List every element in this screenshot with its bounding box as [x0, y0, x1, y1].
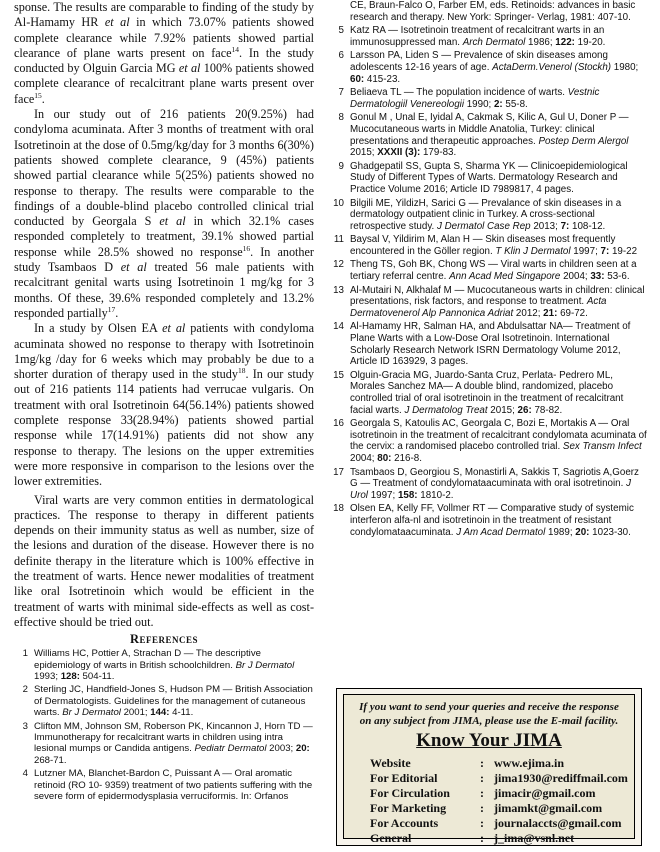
text-run: Al-Hamamy HR, Salman HA, and Abdulsattar NA— Treatment of Plane Warts with a Low-Dose Oral Isotretinoin. International Scholarly Research Network ISRN Dermatology Volume 2012, Article ID 163929, 3 pages.	[350, 321, 631, 368]
contact-row	[344, 771, 634, 786]
text-run: 2:	[493, 98, 503, 110]
contact-row	[344, 816, 634, 831]
text-run: 60:	[350, 73, 365, 85]
know-your-jima-box	[336, 688, 642, 846]
text-run: patients with condyloma acuminata showed no response to therapy with Isotretinoin 1mg/kg /day for 6 weeks which may probably be due to a shorter duration of therapy used in the study	[14, 321, 315, 382]
text-run: 1989;	[545, 526, 576, 538]
text-run: 19-22	[609, 245, 638, 257]
reference-number: 4	[22, 768, 28, 780]
text-run: . In the study conducted by Olguin Garcia MG	[14, 45, 315, 76]
text-run: Lutzner MA, Blanchet-Bardon C, Puissant A — Oral aromatic retinoid (RO 10- 9359) treatment of two patients suffering with the severe form of epidermodysplasia verruciformis. In: Orfanos	[34, 768, 313, 803]
reference-number: 6	[338, 50, 344, 62]
text-run: 7:	[600, 245, 610, 257]
contact-email[interactable]: journalaccts@gmail.com	[494, 816, 622, 830]
text-run: 80:	[377, 452, 392, 464]
citation-superscript: 15	[34, 90, 42, 100]
reference-text	[350, 161, 648, 196]
reference-item	[332, 285, 648, 320]
reference-number: 15	[333, 369, 344, 381]
text-run: J Dermatol Case Rep	[436, 220, 531, 232]
reference-item	[332, 198, 648, 233]
reference-item	[332, 161, 648, 196]
text-run: 55-8.	[502, 98, 528, 110]
reference-item	[332, 25, 648, 48]
left-column	[14, 0, 314, 804]
contact-email[interactable]: jimacir@gmail.com	[494, 786, 596, 800]
text-run: Acta Dermatovenerol Alp Pannonica Adriat	[350, 296, 607, 319]
reference-item	[332, 50, 648, 85]
text-run: 108-12.	[569, 220, 606, 232]
reference-number: 10	[333, 197, 344, 209]
box-title: Know Your JIMA	[416, 730, 562, 751]
reference-text	[350, 234, 648, 257]
text-run: et al	[162, 321, 186, 336]
text-run: et al	[104, 15, 130, 30]
text-run: 21:	[543, 307, 558, 319]
contact-label: For Marketing	[370, 801, 447, 815]
reference-text	[350, 285, 648, 320]
text-run: . In another study Tsambaos D	[14, 244, 314, 275]
text-run: Br J Dermatol	[62, 707, 121, 719]
text-run: 2012;	[513, 307, 544, 319]
contact-list	[344, 756, 634, 846]
text-run: 4-11.	[169, 707, 194, 719]
text-run: 2015;	[487, 404, 518, 416]
text-run: Katz RA — Isotretinoin treatment of recalcitrant warts in an immunosuppressed man.	[350, 25, 605, 48]
contact-colon: :	[480, 756, 484, 770]
reference-text	[350, 112, 648, 158]
text-run: 1980;	[611, 61, 639, 73]
text-run: in which 73.07% patients showed complete clearance while 7.92% patients showed partial clearance of plane warts present on face	[14, 15, 314, 60]
reference-item	[14, 684, 314, 718]
text-run: 1023-30.	[589, 526, 631, 538]
references-heading: References	[129, 632, 199, 647]
promo-line-2: on any subject from JIMA, please use the E-mail facility.	[359, 715, 619, 727]
text-run: Baysal V, Yildirim M, Alan H — Skin diseases most frequently encountered in the Göller region.	[350, 234, 616, 257]
text-run: 2004;	[560, 271, 591, 283]
text-run: Olguin-Gracia MG, Juardo-Santa Cruz, Perlata- Pedrero ML, Morales Sanchez MA— A double blind, randomized, placebo controlled trial of oral isotretinoin in the treatment of recalcitrant facial warts.	[350, 369, 624, 416]
text-run: 2013;	[530, 220, 561, 232]
right-column	[332, 0, 648, 540]
reference-number: 9	[338, 160, 344, 172]
text-run: 26:	[517, 404, 532, 416]
reference-number: 16	[333, 418, 344, 430]
reference-item	[14, 648, 314, 682]
references-list-right	[332, 25, 648, 538]
reference-continuation: CE, Braun-Falco O, Farber EM, eds. Retinoids: advances in basic research and therapy. New York: Springer- Verlag, 1981: 407-10.	[350, 0, 636, 23]
text-run: 19-20.	[574, 36, 606, 48]
text-run: J Am Acad Dermatol	[456, 526, 546, 538]
text-run: 69-72.	[557, 307, 588, 319]
text-run: Vestnic Dermatologiil Venereologii	[350, 87, 600, 110]
text-run: Viral warts are very common entities in dermatological practices. The response to therapy in different patients depends on their immunity status as well as number, size of the lesions and duration of the disease. However there is no definite therapy in the literature which is 100% effective in the treatment of warts. Hence newer modalities of treatment like oral Isotretinoin which would be efficient in the treatment of warts with minimal side-effects as well as cost-effective should be tried out.	[14, 492, 314, 629]
reference-item	[332, 321, 648, 367]
text-run: 33:	[590, 271, 605, 283]
text-run: 158:	[397, 489, 418, 501]
text-run: In a study by Olsen EA	[34, 321, 163, 336]
text-run: 504-11.	[79, 670, 115, 682]
contact-email[interactable]: www.ejima.in	[494, 756, 564, 770]
reference-number: 14	[333, 321, 344, 333]
text-run: 1993;	[34, 670, 61, 682]
text-run: ActaDerm.Venerol (Stockh)	[492, 61, 612, 73]
reference-text	[34, 768, 314, 802]
text-run: 1810-2.	[417, 489, 454, 501]
text-run: Olsen EA, Kelly FF, Vollmer RT — Comparative study of systemic interferon alfa-nl and isotretinoin in the treatment of resistant condylomataacuminata.	[350, 503, 634, 538]
text-run: Clifton MM, Johnson SM, Roberson PK, Kincannon J, Horn TD — Immunotherapy for recalcitrant warts in children using intra lesional mumps or Candida antigens.	[34, 720, 313, 755]
reference-text	[34, 648, 314, 682]
citation-superscript: 18	[237, 366, 246, 376]
contact-colon: :	[480, 816, 484, 830]
reference-text	[350, 25, 648, 48]
text-run: 20:	[575, 526, 590, 538]
reference-item	[332, 370, 648, 416]
text-run: treated 56 male patients with recalcitrant genital warts using Isotretinoin 1 mg/kg for 3 months. Of these, 39.6% responded completely and 13.2% responded partially	[14, 260, 315, 320]
reference-text	[350, 503, 648, 538]
reference-number: 18	[333, 503, 344, 515]
text-run: 128:	[60, 670, 80, 682]
contact-colon: :	[480, 831, 484, 845]
text-run: 7:	[560, 220, 570, 232]
contact-label: For Circulation	[370, 786, 450, 800]
body-paragraph	[14, 321, 314, 489]
text-run: In our study out of 216 patients 20(9.25%) had condyloma acuminata. After 3 months of treatment with oral Isotretinoin at the dose of 0.5mg/kg/day for 3 months 6(30%) patients showed complete clearance, 9 (45%) patients showed partial clearance while 5(25%) patients showed no response to therapy. The results were comparable to the findings of a double-blind placebo controlled clinical trial conducted by Georgala S	[14, 107, 314, 229]
reference-text	[34, 721, 314, 767]
contact-label: Website	[370, 756, 411, 770]
reference-number: 5	[338, 25, 344, 37]
contact-email[interactable]: j_ima@vsnl.net	[494, 831, 575, 845]
reference-text	[350, 370, 648, 416]
contact-email[interactable]: jima1930@rediffmail.com	[494, 771, 628, 785]
reference-number: 3	[22, 720, 28, 732]
references-list-left	[14, 648, 314, 802]
text-run: 268-71.	[34, 754, 67, 766]
reference-item	[332, 467, 648, 502]
contact-label: For Accounts	[370, 816, 439, 830]
reference-text	[350, 259, 648, 282]
contact-row	[344, 831, 634, 846]
reference-text	[350, 467, 648, 502]
text-run: Sterling JC, Handfield-Jones S, Hudson PM — British Association of Dermatologists. Guidelines for the management of cutaneous warts.	[34, 684, 313, 719]
reference-item	[332, 112, 648, 158]
text-run: . In our study out of 216 patients 114 patients had verrucae vulgaris. On treatment with oral Isotretinoin 64(56.14%) patients showed complete response 33(28.94%) patients showed partial response while 17(14.91%) patients did not show any response to therapy. The lesions on the upper extremities were more responsive in comparison to the lesions over the lower extremities.	[14, 367, 315, 489]
reference-number: 7	[338, 87, 344, 99]
text-run: Pediatr Dermatol	[194, 743, 267, 755]
text-run: .	[115, 305, 119, 320]
body-paragraph	[14, 107, 314, 321]
text-run: XXXII (3):	[377, 147, 421, 159]
text-run: Theng TS, Goh BK, Chong WS — Viral warts in children seen at a tertiary referral centre.	[350, 259, 637, 283]
contact-label: General	[370, 831, 412, 845]
text-run: Ann Acad Med Singapore	[449, 271, 561, 283]
reference-number: 8	[338, 112, 344, 124]
text-run: T Klin J Dermatol	[495, 245, 571, 257]
text-run: et al	[120, 260, 147, 275]
promo-text	[348, 700, 630, 728]
reference-item	[14, 768, 314, 802]
reference-item	[332, 234, 648, 257]
reference-number: 2	[22, 684, 28, 696]
text-run: 53-6.	[604, 271, 630, 283]
text-run: 1986;	[525, 36, 556, 48]
reference-text	[350, 198, 648, 233]
text-run: 415-23.	[364, 73, 401, 85]
reference-number: 17	[333, 466, 344, 478]
reference-number: 13	[333, 284, 344, 296]
text-run: Arch Dermatol	[462, 36, 526, 48]
text-run: .	[41, 91, 45, 106]
reference-item	[332, 87, 648, 110]
text-run: 78-82.	[531, 404, 563, 416]
text-run: Br J Dermatol	[235, 659, 295, 671]
text-run: Postep Derm Alergol	[538, 135, 629, 147]
text-run: 1997;	[570, 245, 601, 257]
citation-superscript: 14	[231, 44, 240, 54]
text-run: 179-83.	[420, 147, 457, 159]
text-run: 2004;	[350, 452, 378, 464]
reference-text	[350, 87, 648, 110]
reference-item	[14, 721, 314, 767]
reference-number: 11	[333, 234, 344, 246]
text-run: Sex Transm Infect	[562, 441, 642, 453]
text-run: Bilgili ME, YildizH, Sarici G — Prevalance of skin diseases in a dermatology outpatient clinic in Turkey. A cross-sectional retrospective study.	[350, 197, 622, 232]
body-text	[14, 0, 314, 630]
reference-item	[332, 259, 648, 282]
text-run: Tsambaos D, Georgiou S, Monastirli A, Sakkis T, Sagriotis A,Goerz G — Treatment of condylomataacuminata with oral isotretinoin.	[350, 466, 639, 490]
text-run: in which 32.1% cases responded completely to treatment, 39.1% showed partial response while 28.5% showed no response	[14, 214, 314, 259]
contact-email[interactable]: jimamkt@gmail.com	[494, 801, 603, 815]
reference-text	[350, 321, 648, 367]
text-run: sponse. The results are comparable to finding of the study by Al-Hamamy HR	[14, 0, 314, 30]
text-run: Gonul M , Unal E, Iyidal A, Cakmak S, Kilic A, Gul U, Doner P — Mucocutaneous warts in Middle Anatolia, Turkey: clinical presentations and therapeutic approaches.	[350, 112, 629, 147]
reference-number: 1	[22, 648, 28, 660]
text-run: 216-8.	[391, 452, 422, 464]
text-run: Georgala S, Katoulis AC, Georgala C, Bozi E, Mortakis A — Oral isotretinoin in the treatment of recalcitrant condylomata acuminata of the cervix: a randomised placebo controlled trial.	[350, 418, 647, 453]
text-run: 1997;	[367, 489, 398, 501]
promo-line-1: If you want to send your queries and receive the response	[359, 701, 619, 713]
text-run: 122:	[555, 36, 575, 48]
text-run: Ghadgepatil SS, Gupta S, Sharma YK — Clinicoepidemiological Study of Different Types of Warts. Dermatology Research and Practice Volume 2016; Article ID 7989817, 4 pages.	[350, 160, 628, 195]
text-run: Williams HC, Pottier A, Strachan D — The descriptive epidemiology of warts in British schoolchildren.	[34, 648, 261, 671]
reference-item	[332, 418, 648, 464]
box-inner	[343, 694, 635, 845]
text-run: et al	[159, 214, 186, 229]
text-run: 2003;	[266, 743, 296, 755]
reference-text	[350, 50, 648, 85]
text-run: 20:	[295, 743, 310, 755]
text-run: 2001;	[120, 707, 151, 719]
text-run: et al	[178, 61, 201, 76]
text-run: 100% patients showed complete clearance of recalcitrant plane warts present over face	[14, 61, 314, 106]
text-run: Al-Mutairi N, Alkhalaf M — Mucocutaneous warts in children: clinical presentations, risk factors, and response to treatment.	[350, 284, 645, 308]
reference-text	[350, 418, 648, 464]
text-run: J Dermatolog Treat	[404, 404, 488, 416]
citation-superscript: 16	[242, 243, 251, 253]
text-run: 2015;	[350, 147, 378, 159]
contact-colon: :	[480, 801, 484, 815]
reference-text	[34, 684, 314, 718]
contact-label: For Editorial	[370, 771, 438, 785]
text-run: 1990;	[464, 98, 494, 110]
body-paragraph	[14, 493, 314, 631]
contact-row	[344, 786, 634, 801]
contact-row	[344, 756, 634, 771]
text-run: J Urol	[350, 478, 631, 501]
contact-colon: :	[480, 771, 484, 785]
citation-superscript: 17	[107, 304, 116, 314]
contact-colon: :	[480, 786, 484, 800]
text-run: 144:	[150, 707, 170, 719]
text-run: Beliaeva TL — The population incidence of warts.	[350, 87, 568, 99]
contact-row	[344, 801, 634, 816]
reference-number: 12	[333, 259, 344, 271]
reference-item	[332, 503, 648, 538]
text-run: Larsson PA, Liden S — Prevalence of skin diseases among adolescents 12-16 years of age.	[350, 50, 608, 73]
body-paragraph	[14, 0, 314, 107]
